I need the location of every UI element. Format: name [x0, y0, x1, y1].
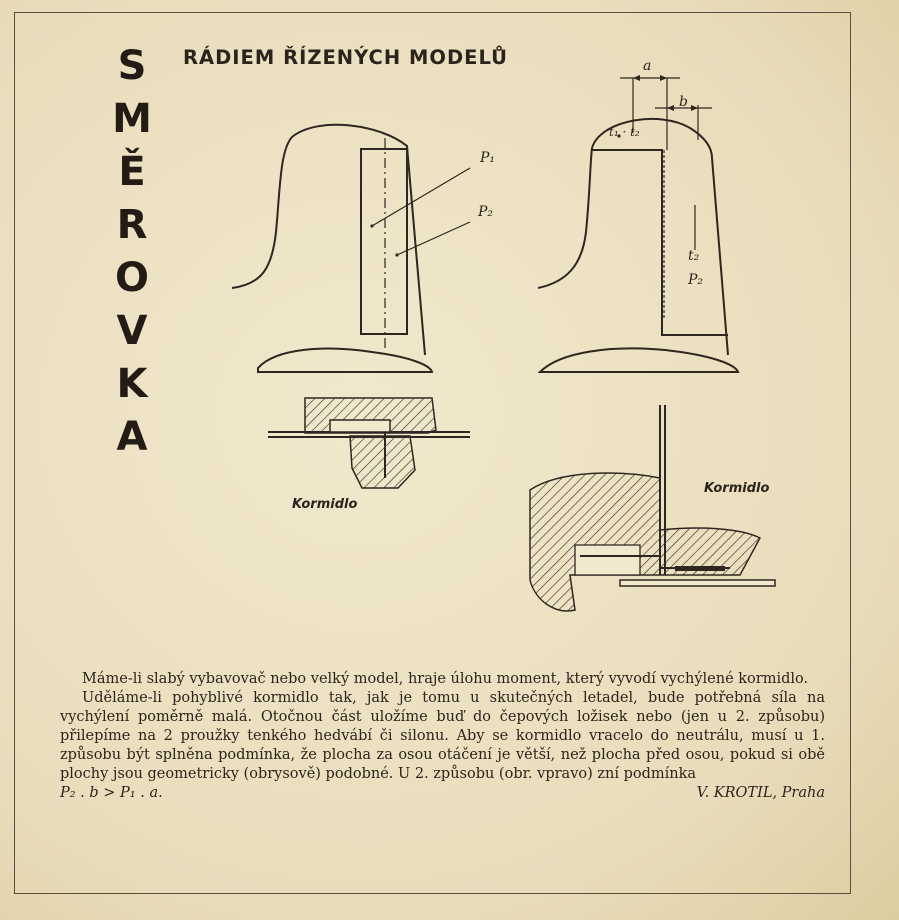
title-letter: Ě: [118, 149, 146, 195]
signature-row: [60, 784, 825, 803]
label-t2-right: t₂: [688, 248, 700, 264]
label-a: a: [643, 58, 652, 74]
condition-formula: P₂ . b > P₁ . a.: [60, 785, 163, 801]
label-t1-t2: t₁ · t₂: [609, 125, 640, 139]
rudder-diagram-right: [538, 75, 738, 372]
title-letter: R: [116, 202, 148, 248]
label-b: b: [679, 94, 688, 110]
article-heading: RÁDIEM ŘÍZENÝCH MODELŮ: [183, 46, 509, 69]
hinge-detail-right: [530, 405, 775, 611]
title-letter: O: [114, 255, 149, 301]
rudder-diagram-left: [232, 125, 470, 372]
hinge-detail-left: [268, 398, 470, 488]
label-p2-left: P₂: [478, 204, 494, 220]
title-letter: S: [117, 43, 147, 89]
article-body: [60, 670, 825, 803]
paragraph: Máme-li slabý vybavovač nebo velký model, hraje úlohu moment, který vyvodí vychýlené kormidlo.: [82, 671, 809, 687]
title-letter: A: [116, 414, 148, 460]
label-p1-left: P₁: [480, 150, 496, 166]
title-letter: V: [116, 308, 148, 354]
paragraph: Uděláme-li pohyblivé kormidlo tak, jak je tomu u skutečných letadel, bude potřebná síla na vychýlení poměrně malá. Otočnou část uložíme buď do čepových ložisek nebo (jen u 2. způsobu) přilepíme na 2 proužky tenkého hedvábí či silonu. Aby se kormidlo vracelo do neutrálu, musí u 1. způsobu být splněna podmínka, že plocha za osou otáčení je větší, než plocha před osou, pokud si obě plochy jsou geometricky (obrysově) podobné. U 2. způsobu (obr. vpravo) zní podmínka: [60, 690, 825, 782]
author-signature: V. KROTIL, Praha: [696, 785, 825, 801]
label-kormidlo-left: Kormidlo: [292, 497, 358, 512]
label-p2-right: P₂: [688, 272, 704, 288]
title-letter: K: [116, 361, 148, 407]
label-kormidlo-right: Kormidlo: [704, 481, 770, 496]
title-letter: M: [112, 96, 152, 142]
